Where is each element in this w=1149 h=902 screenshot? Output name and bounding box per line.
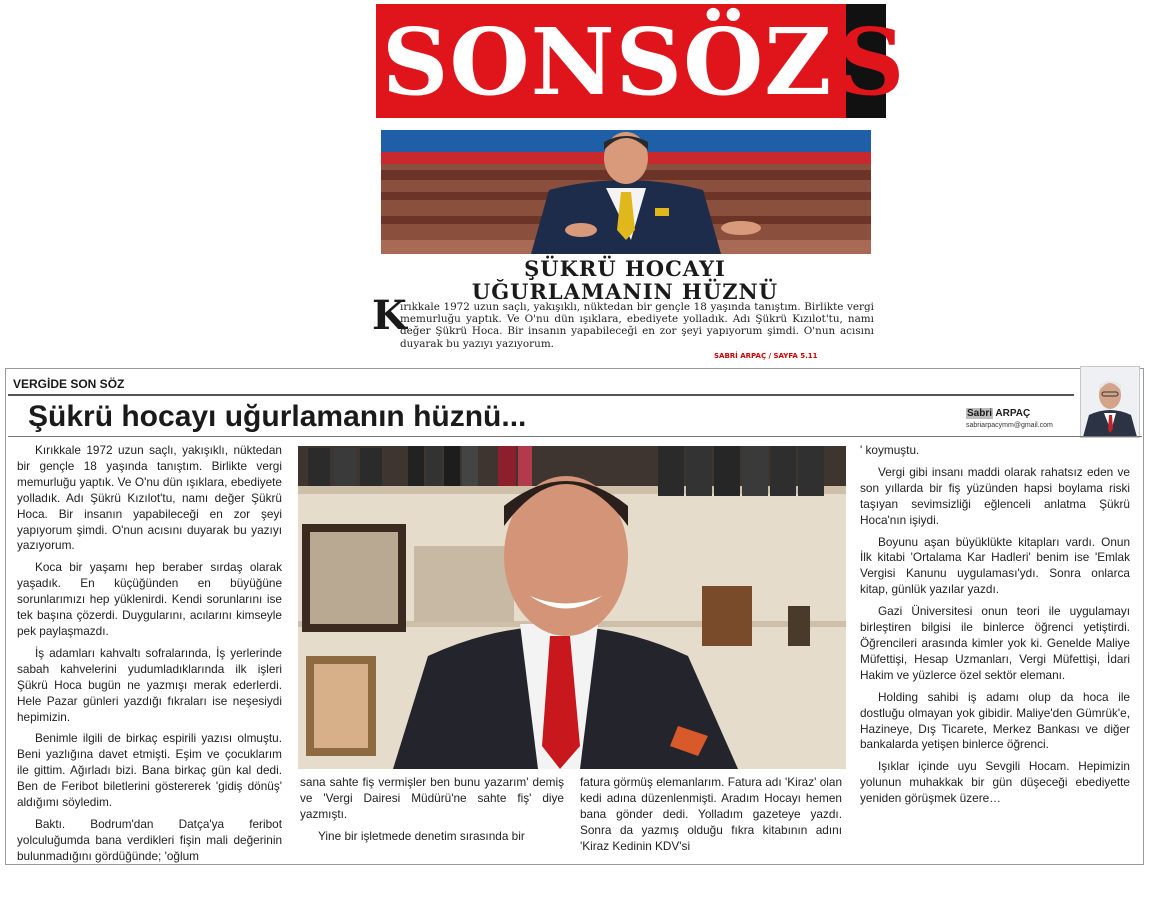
teaser-photo-illustration (381, 130, 871, 254)
paragraph: Benimle ilgili de birkaç espirili yazısı olmuştu. Beni yazlığına davet etmişti. Eşim ve çocuklarım ile gittim. Ağırladı bizi. Bana birkaç gün kal dedi. Ben de Feribot biletlerini göstererek 'gidiş dönüş' aldığımı söyledim. (17, 731, 282, 810)
paragraph: fatura görmüş elemanlarım. Fatura adı 'Kiraz' olan kedi adına düzenlenmişti. Aradım Hocayı hemen bana gönder dedi. Yolladım gazeteye yazdı. Sonra da yazmış olduğu fıkra kitabının adını 'Kiraz Kedinin KDV'si (580, 775, 842, 853)
teaser-headline-line2: UĞURLAMANIN HÜZNÜ (471, 279, 779, 304)
paragraph: Baktı. Bodrum'dan Datça'ya feribot yolculuğumda bana verdikleri fişin mali değerinin bulunmadığını gördüğünde; 'oğlum (17, 816, 282, 863)
text-column-2 (300, 775, 564, 851)
main-photo-illustration (298, 446, 846, 769)
masthead (376, 4, 905, 118)
paragraph: İş adamları kahvaltı sofralarında, İş yerlerinde sabah kahvelerini yudumladıklarında ilk işleri Şükrü Hoca bugün ne yazmışı merak ederlerdi. Hele Pazar günleri yazdığı fıkraları ise neşesiydi hepimizin. (17, 645, 282, 724)
author-portrait (1080, 366, 1140, 438)
author-name (966, 408, 1030, 419)
teaser-page-ref: SABRİ ARPAÇ / SAYFA 5.11 (714, 352, 818, 360)
author-portrait-illustration (1081, 367, 1139, 437)
paragraph: Yine bir işletmede denetim sırasında bir (318, 828, 525, 843)
teaser-dropcap: K (372, 292, 407, 339)
text-column-1 (17, 443, 282, 871)
paragraph: Holding sahibi iş adamı olup da hoca ile dostluğu olmayan yok gibidir. Maliye'den Gümrük'e, Hazineye, Dış Ticarete, Merkez Bankası ve diğer bankalarda yetişen binlerce öğrenci. (860, 689, 1130, 752)
title-rule (8, 436, 1142, 437)
paragraph: Gazi Üniversitesi onun teori ile uygulamayı birleştiren bilgisi ile binlerce öğrenci yetiştirdi. Öğrencileri arasında kimler yok ki. Genelde Maliye Müfettişi, Hesap Uzmanları, Vergi Müfettişi, İdari Hakim ve yüzlerce özel sektör elemanı. (860, 604, 1130, 682)
paragraph: sana sahte fiş vermişler ben bunu yazarım' demiş ve 'Vergi Dairesi Müdürü'ne sahte fiş' diye yazmıştı. (300, 775, 564, 821)
author-email: sabriarpacymm@gmail.com (966, 422, 1053, 429)
teaser-photo (381, 130, 871, 254)
paragraph: Kırıkkale 1972 uzun saçlı, yakışıklı, nüktedan bir gençle 18 yaşında tanıştım. Birlikte vergi memurluğu yaptık. Ve O'nu dün ışıklara, ebediyete yolladık. Adı Şükrü Kızılot'tu, namı değer Şükrü Hoca. Bir insanın yapabileceği en zor şeyi yapıyorum şimdi. O'nun acısını duyarak bu yazıyı yazıyorum. (17, 443, 282, 553)
text-column-4 (860, 443, 1130, 813)
text-column-3 (580, 775, 842, 861)
section-rule (8, 394, 1074, 396)
paragraph: Koca bir yaşamı hep beraber sırdaş olarak yaşadık. En küçüğünden en büyüğüne sorunlarımızı hep yüklenirdi. Kendi sorunlarını ise tek başına çözerdi. Duygularını, acılarını kimseyle pek paylaşmazdı. (17, 560, 282, 638)
paragraph: Vergi gibi insanı maddi olarak rahatsız eden ve son yıllarda bir fiş yüzünden hapsi boylama riski taşıyan sevimsizliği eğlenceli anlatma Şükrü Hoca'nın işiydi. (860, 464, 1130, 527)
masthead-side-letter: S (838, 8, 905, 116)
section-label: VERGİDE SON SÖZ (13, 377, 125, 391)
paragraph: ' koymuştu. (860, 443, 920, 457)
paragraph: Boyunu aşan büyüklükte kitapları vardı. Onun İlk kitabi 'Ortalama Kar Hadleri' benim ise 'Emlak Vergisi Kanunu uygulaması'ydı. Sonra onlarca kitap, günlük yazılar yazdı. (860, 534, 1130, 597)
teaser-body: ırıkkale 1972 uzun saçlı, yakışıklı, nüktedan bir gençle 18 yaşında tanıştım. Birlikte vergi memurluğu yaptık. Ve O'nu dün ışıklara, ebediyete yolladık. Adı Şükrü Kızılot'tu, namı değer Şükrü Hoca. Bir insanın yapabileceği en zor şeyi yapıyorum şimdi. O'nun acısını duyarak bu yazıyı yazıyorum. (400, 301, 874, 350)
paragraph: Işıklar içinde uyu Sevgili Hocam. Hepimizin yolunun muhakkak bir gün düşeceği ebediyette yeniden görüşmek üzere… (860, 759, 1130, 806)
author-first-name: Sabri (967, 408, 993, 419)
author-last-name: ARPAÇ (993, 408, 1031, 419)
masthead-title: SONSÖZ (382, 8, 833, 116)
column-title: Şükrü hocayı uğurlamanın hüznü... (28, 400, 527, 433)
teaser-headline-line1: ŞÜKRÜ HOCAYI (524, 256, 726, 281)
main-photo (298, 446, 846, 769)
teaser-headline (360, 257, 890, 303)
